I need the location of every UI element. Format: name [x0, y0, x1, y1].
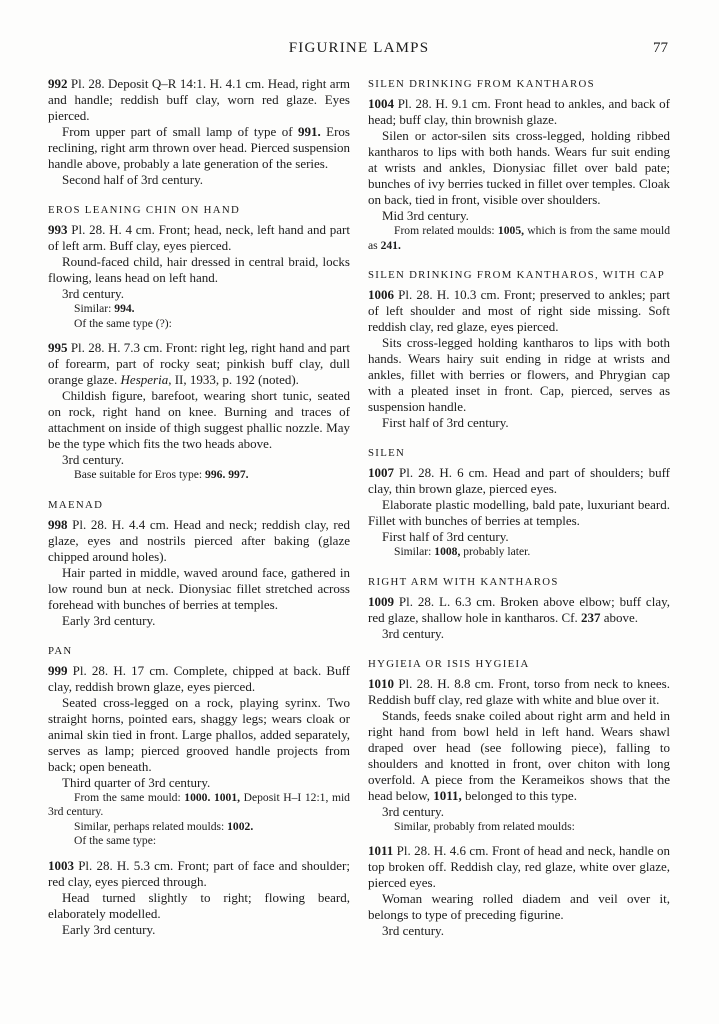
catalog-paragraph [368, 335, 670, 415]
catalog-paragraph [48, 340, 350, 388]
catalog-note [48, 302, 350, 317]
text-run: Hair parted in middle, waved around face, gathered in low round bun at neck. Dionysiac fillet stretched across forehead with bunches of berries at temples. [48, 564, 350, 612]
text-run: Round-faced child, hair dressed in central braid, locks flowing, leans head on left hand. [48, 254, 350, 285]
catalog-paragraph [48, 254, 350, 286]
text-run: Pl. 28. H. 5.3 cm. Front; part of face and shoulder; red clay, eyes pierced through. [48, 857, 350, 889]
catalog-paragraph [368, 497, 670, 529]
section-heading: MAENAD [48, 498, 104, 511]
catalog-paragraph [368, 208, 670, 224]
page-number: 77 [653, 40, 668, 56]
catalog-number: 992 [48, 76, 71, 91]
catalog-number: 1010 [368, 675, 399, 691]
text-run: First half of 3rd century. [382, 529, 509, 544]
section-heading: SILEN [368, 447, 406, 459]
text-run: Elaborate plastic modelling, bald pate, luxuriant beard. Fillet with bunches of berries at temples. [368, 497, 670, 528]
catalog-paragraph [48, 922, 350, 938]
section-heading: PAN [48, 644, 73, 657]
text-run: Pl. 28. L. 6.3 cm. Broken above elbow; buff clay, red glaze, shallow hole in kantharos. Cf. [368, 593, 670, 625]
text-run: Pl. 28. H. 4.4 cm. Head and neck; reddish clay, red glaze, eyes and nostrils pierced after baking (glaze chipped around holes). [48, 516, 350, 564]
text-run: Stands, feeds snake coiled about right arm and held in right hand from bowl held in left hand. Wears shawl draped over head (see following piece), falling to shoulders and knotted in front, over chiton with long overfold. A piece from the Kerameikos shows that the head below, [368, 707, 670, 803]
text-run: Pl. 28. H. 17 cm. Complete, chipped at back. Buff clay, reddish brown glaze, eyes pierced. [48, 662, 351, 694]
text-run: Silen or actor-silen sits cross-legged, holding ribbed kantharos to lips with both hands. Wears fur suit ending at wrists and ankles, Dionysiac fillet over bald pate; bunches of ivy berries tucked in fillet over temples. Cloak on back, tied in front, visible over shoulders. [368, 128, 670, 207]
catalog-number: 991. [297, 124, 321, 139]
catalog-number: 995 [48, 340, 71, 355]
page-title: FIGURINE LAMPS [288, 40, 430, 56]
text-run: , II, 1933, p. 192 (noted). [168, 372, 299, 387]
catalog-number: 1002. [227, 819, 254, 833]
catalog-paragraph [368, 415, 670, 431]
section-heading: RIGHT ARM WITH KANTHAROS [368, 575, 559, 588]
text-run: Pl. 28. Deposit Q–R 14:1. H. 4.1 cm. Head, right arm and handle; reddish buff clay, worn red glaze. Eyes pierced. [48, 76, 351, 123]
text-run: Third quarter of 3rd century. [62, 774, 211, 790]
section-heading: HYGIEIA OR ISIS HYGIEIA [368, 657, 530, 670]
catalog-note [48, 791, 350, 820]
catalog-paragraph [368, 676, 670, 708]
catalog-paragraph [48, 565, 350, 613]
catalog-paragraph [48, 286, 350, 302]
catalog-note [368, 224, 670, 253]
catalog-number: 1000. 1001, [184, 790, 241, 804]
text-run: From related moulds: [394, 224, 498, 237]
text-run: Similar: [74, 302, 115, 315]
text-run: Childish figure, barefoot, wearing short tunic, seated on rock, right hand on knee. Burning and traces of attachment on inside of thigh suggest phallic nozzle. May be the type which fits the two heads above. [48, 388, 350, 451]
text-run: Seated cross-legged on a rock, playing syrinx. Two straight horns, pointed ears, shaggy legs; wears cloak or animal skin tied in front. Large phallos, added separately, serves as lamp; pierced grooved handle projects from back; open beneath. [48, 694, 350, 774]
text-run: Second half of 3rd century. [62, 172, 204, 187]
text-run: which is from the same mould as [368, 224, 670, 252]
catalog-note [48, 317, 350, 332]
catalog-note [368, 820, 670, 835]
italic-citation: Hesperia [120, 372, 169, 387]
catalog-paragraph [368, 287, 670, 335]
catalog-paragraph [48, 124, 350, 172]
text-run: 3rd century. [62, 452, 124, 467]
catalog-paragraph [48, 222, 350, 254]
catalog-paragraph [48, 76, 350, 124]
catalog-paragraph [368, 891, 670, 923]
catalog-paragraph [368, 626, 670, 642]
catalog-number: 241. [380, 238, 401, 252]
text-run: Base suitable for Eros type: [74, 468, 206, 481]
catalog-paragraph [48, 517, 350, 565]
text-run: Early 3rd century. [62, 612, 156, 628]
text-run: Woman wearing rolled diadem and veil over it, belongs to type of preceding figurine. [368, 891, 670, 922]
text-run: Similar, perhaps related moulds: [74, 819, 228, 833]
catalog-number: 1003 [48, 857, 79, 873]
section-heading: SILEN DRINKING FROM KANTHAROS [368, 78, 595, 90]
catalog-number: 1007 [368, 465, 400, 480]
text-run: Pl. 28. H. 6 cm. Head and part of shoulders; buff clay, thin brown glaze, pierced eyes. [368, 465, 671, 496]
catalog-number: 1009 [368, 593, 399, 609]
text-run: Pl. 28. H. 4 cm. Front; head, neck, left hand and part of left arm. Buff clay, eyes pierced. [48, 222, 350, 253]
catalog-number: 1005, [497, 224, 525, 237]
catalog-note [48, 820, 350, 835]
text-run: Of the same type (?): [74, 316, 172, 330]
catalog-paragraph [368, 843, 670, 891]
section-heading: SILEN DRINKING FROM KANTHAROS, WITH CAP [368, 269, 666, 281]
catalog-number: 1008, [434, 545, 461, 558]
catalog-number: 999 [48, 662, 73, 678]
text-run: Head turned slightly to right; flowing beard, elaborately modelled. [48, 889, 350, 921]
left-column [48, 76, 350, 939]
catalog-paragraph [368, 594, 670, 626]
text-run: belonged to this type. [461, 787, 577, 803]
catalog-note [48, 468, 350, 483]
catalog-paragraph [48, 695, 350, 775]
text-run: 3rd century. [62, 286, 124, 301]
catalog-paragraph [48, 775, 350, 791]
text-run: Similar, probably from related moulds: [394, 819, 575, 833]
text-run: above. [600, 609, 639, 625]
text-run: probably later. [460, 545, 531, 558]
catalog-paragraph [48, 452, 350, 468]
text-run: Pl. 28. H. 8.8 cm. Front, torso from neck to knees. Reddish buff clay, red glaze with white and blue over it. [368, 675, 670, 707]
running-head [48, 40, 670, 60]
catalog-number: 996. 997. [205, 468, 249, 481]
text-run: Of the same type: [74, 834, 157, 847]
text-run: Early 3rd century. [62, 921, 156, 937]
text-run: 3rd century. [382, 923, 444, 938]
catalog-number: 998 [48, 516, 73, 532]
catalog-number: 1006 [368, 287, 399, 302]
catalog-number: 994. [114, 302, 135, 315]
catalog-paragraph [368, 923, 670, 939]
text-run: First half of 3rd century. [382, 415, 509, 430]
catalog-paragraph [48, 172, 350, 188]
section-heading: EROS LEANING CHIN ON HAND [48, 204, 241, 216]
text-run: Pl. 28. H. 4.6 cm. Front of head and neck, handle on top broken off. Reddish clay, red glaze, white over glaze, pierced eyes. [368, 843, 670, 890]
catalog-number: 993 [48, 222, 72, 237]
text-run: Mid 3rd century. [382, 208, 469, 223]
catalog-paragraph [368, 128, 670, 208]
catalog-number: 1011 [368, 843, 397, 858]
text-run: Pl. 28. H. 7.3 cm. Front: right leg, right hand and part of forearm, part of rocky seat; pinkish buff clay, dull orange glaze. [48, 340, 350, 387]
catalog-paragraph [48, 388, 350, 452]
text-run: Deposit H–I 12:1, mid 3rd century. [48, 790, 350, 818]
catalog-paragraph [48, 613, 350, 629]
catalog-paragraph [368, 804, 670, 820]
text-run: Pl. 28. H. 9.1 cm. Front head to ankles, and back of head; buff clay, thin brownish glaze. [368, 96, 670, 127]
catalog-paragraph [368, 96, 670, 128]
catalog-paragraph [48, 858, 350, 890]
catalog-paragraph [48, 663, 350, 695]
right-column [368, 76, 670, 939]
text-run: Sits cross-legged holding kantharos to lips with both hands. Wears hairy suit ending in ridge at wrists and ankles, fillet with berries or flowers, and Phrygian cap with a pleated inset in front. Cap, pierced, serves as suspension handle. [368, 335, 670, 414]
text-run: Eros reclining, right arm thrown over head. Pierced suspension handle above, probably a late generation of the series. [48, 124, 350, 171]
catalog-note [368, 545, 670, 560]
catalog-number: 237 [581, 609, 601, 625]
catalog-number: 1004 [368, 96, 398, 111]
text-run: 3rd century. [382, 803, 444, 819]
text-run: 3rd century. [382, 625, 444, 641]
catalog-paragraph [368, 708, 670, 804]
text-run: Similar: [394, 545, 435, 558]
catalog-note [48, 834, 350, 849]
catalog-paragraph [368, 529, 670, 545]
text-run: Pl. 28. H. 10.3 cm. Front; preserved to ankles; part of left shoulder and most of right side missing. Soft reddish clay, red glaze, eyes pierced. [368, 287, 670, 334]
text-run: From upper part of small lamp of type of [62, 124, 298, 139]
text-columns [48, 76, 670, 939]
catalog-number: 1011, [433, 787, 462, 803]
text-run: From the same mould: [74, 790, 185, 804]
catalog-paragraph [368, 465, 670, 497]
catalog-paragraph [48, 890, 350, 922]
